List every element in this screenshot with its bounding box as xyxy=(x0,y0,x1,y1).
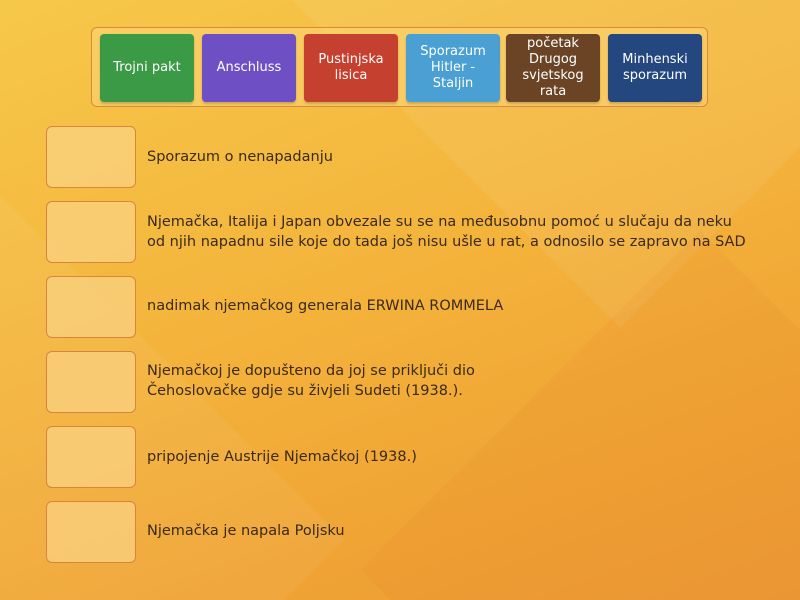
tile-pustinjska-lisica[interactable]: Pustinjska lisica xyxy=(304,34,398,102)
answer-tile-tray xyxy=(91,27,708,107)
tile-trojni-pakt[interactable]: Trojni pakt xyxy=(100,34,194,102)
tile-sporazum-hitler-staljin[interactable]: Sporazum Hitler - Staljin xyxy=(406,34,500,102)
description-5: pripojenje Austrije Njemačkoj (1938.) xyxy=(147,449,417,465)
drop-slot-4[interactable] xyxy=(46,351,136,413)
tile-minhenski-sporazum[interactable]: Minhenski sporazum xyxy=(608,34,702,102)
drop-slot-3[interactable] xyxy=(46,276,136,338)
drop-slot-2[interactable] xyxy=(46,201,136,263)
drop-slot-6[interactable] xyxy=(46,501,136,563)
tile-pocetak-drugog-svjetskog-rata[interactable]: početak Drugog svjetskog rata xyxy=(506,34,600,102)
description-1: Sporazum o nenapadanju xyxy=(147,149,333,165)
tile-anschluss[interactable]: Anschluss xyxy=(202,34,296,102)
drop-slot-5[interactable] xyxy=(46,426,136,488)
description-2: Njemačka, Italija i Japan obvezale su se na međusobnu pomoć u slučaju da neku od njih napadnu sile koje do tada još nisu ušle u rat, a odnosilo se zapravo na SAD xyxy=(147,214,746,250)
drop-slot-1[interactable] xyxy=(46,126,136,188)
description-3: nadimak njemačkog generala ERWINA ROMMELA xyxy=(147,298,504,314)
description-6: Njemačka je napala Poljsku xyxy=(147,523,345,539)
description-4: Njemačkoj je dopušteno da joj se priključi dio Čehoslovačke gdje su živjeli Sudeti (1938.). xyxy=(147,363,475,399)
